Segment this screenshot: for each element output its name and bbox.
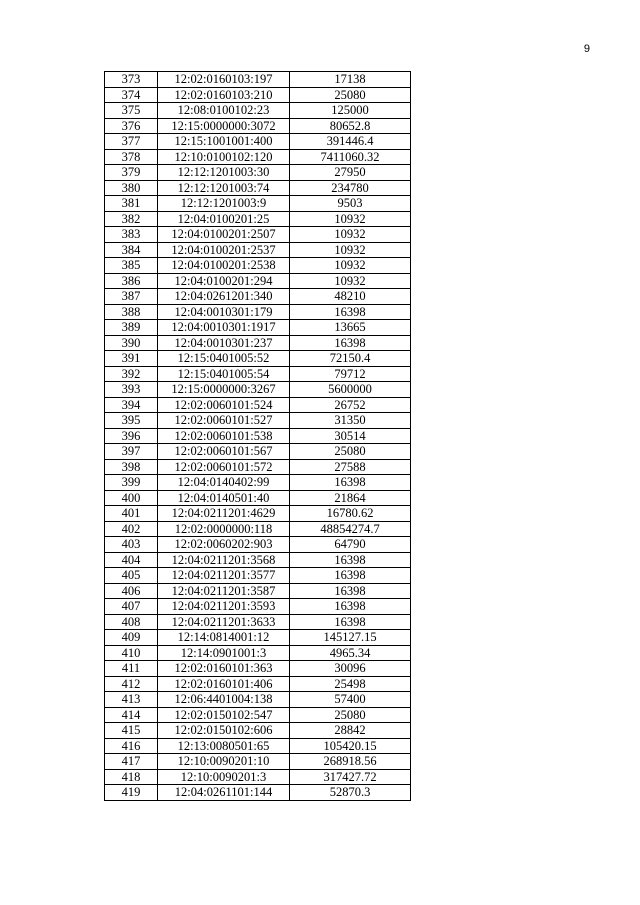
- cadastral-number-cell: 12:13:0080501:65: [158, 738, 290, 754]
- value-cell: 16398: [290, 614, 411, 630]
- cadastral-number-cell: 12:02:0060101:524: [158, 397, 290, 413]
- value-cell: 28842: [290, 723, 411, 739]
- table-row: [105, 335, 411, 351]
- cadastral-number-cell: 12:04:0211201:3568: [158, 552, 290, 568]
- table-row: [105, 134, 411, 150]
- table-row: [105, 723, 411, 739]
- row-number-cell: 408: [105, 614, 158, 630]
- cadastral-number-cell: 12:15:0000000:3072: [158, 118, 290, 134]
- value-cell: 16398: [290, 552, 411, 568]
- cadastral-value-table: [104, 71, 411, 801]
- cadastral-number-cell: 12:12:1201003:30: [158, 165, 290, 181]
- row-number-cell: 412: [105, 676, 158, 692]
- value-cell: 10932: [290, 227, 411, 243]
- table-row: [105, 676, 411, 692]
- value-cell: 25080: [290, 87, 411, 103]
- value-cell: 10932: [290, 258, 411, 274]
- cadastral-number-cell: 12:04:0010301:179: [158, 304, 290, 320]
- table-body: [105, 72, 411, 801]
- cadastral-number-cell: 12:04:0100201:2507: [158, 227, 290, 243]
- value-cell: 27950: [290, 165, 411, 181]
- cadastral-number-cell: 12:04:0211201:3633: [158, 614, 290, 630]
- value-cell: 17138: [290, 72, 411, 88]
- row-number-cell: 398: [105, 459, 158, 475]
- table-row: [105, 738, 411, 754]
- table-row: [105, 320, 411, 336]
- row-number-cell: 418: [105, 769, 158, 785]
- row-number-cell: 377: [105, 134, 158, 150]
- row-number-cell: 378: [105, 149, 158, 165]
- row-number-cell: 396: [105, 428, 158, 444]
- table-row: [105, 242, 411, 258]
- row-number-cell: 397: [105, 444, 158, 460]
- cadastral-number-cell: 12:02:0160101:406: [158, 676, 290, 692]
- row-number-cell: 404: [105, 552, 158, 568]
- cadastral-number-cell: 12:06:4401004:138: [158, 692, 290, 708]
- value-cell: 16398: [290, 475, 411, 491]
- cadastral-number-cell: 12:02:0150102:606: [158, 723, 290, 739]
- value-cell: 25080: [290, 707, 411, 723]
- table-row: [105, 661, 411, 677]
- value-cell: 25080: [290, 444, 411, 460]
- value-cell: 268918.56: [290, 754, 411, 770]
- row-number-cell: 405: [105, 568, 158, 584]
- table-row: [105, 490, 411, 506]
- table-row: [105, 459, 411, 475]
- value-cell: 125000: [290, 103, 411, 119]
- cadastral-number-cell: 12:15:0000000:3267: [158, 382, 290, 398]
- row-number-cell: 386: [105, 273, 158, 289]
- cadastral-number-cell: 12:02:0160101:363: [158, 661, 290, 677]
- table-row: [105, 521, 411, 537]
- table-row: [105, 769, 411, 785]
- cadastral-number-cell: 12:14:0901001:3: [158, 645, 290, 661]
- value-cell: 48210: [290, 289, 411, 305]
- value-cell: 31350: [290, 413, 411, 429]
- value-cell: 9503: [290, 196, 411, 212]
- table-row: [105, 304, 411, 320]
- table-row: [105, 180, 411, 196]
- cadastral-number-cell: 12:12:1201003:9: [158, 196, 290, 212]
- cadastral-number-cell: 12:04:0100201:2538: [158, 258, 290, 274]
- row-number-cell: 410: [105, 645, 158, 661]
- row-number-cell: 390: [105, 335, 158, 351]
- table-row: [105, 754, 411, 770]
- table-row: [105, 537, 411, 553]
- value-cell: 21864: [290, 490, 411, 506]
- row-number-cell: 401: [105, 506, 158, 522]
- value-cell: 10932: [290, 273, 411, 289]
- cadastral-number-cell: 12:04:0211201:3593: [158, 599, 290, 615]
- value-cell: 5600000: [290, 382, 411, 398]
- value-cell: 80652.8: [290, 118, 411, 134]
- table-row: [105, 475, 411, 491]
- value-cell: 10932: [290, 242, 411, 258]
- value-cell: 16398: [290, 568, 411, 584]
- row-number-cell: 411: [105, 661, 158, 677]
- value-cell: 391446.4: [290, 134, 411, 150]
- cadastral-number-cell: 12:02:0060101:572: [158, 459, 290, 475]
- cadastral-number-cell: 12:04:0100201:294: [158, 273, 290, 289]
- cadastral-number-cell: 12:02:0000000:118: [158, 521, 290, 537]
- cadastral-number-cell: 12:04:0261201:340: [158, 289, 290, 305]
- table-row: [105, 785, 411, 801]
- row-number-cell: 413: [105, 692, 158, 708]
- row-number-cell: 402: [105, 521, 158, 537]
- table-row: [105, 118, 411, 134]
- table-row: [105, 645, 411, 661]
- cadastral-number-cell: 12:10:0100102:120: [158, 149, 290, 165]
- row-number-cell: 387: [105, 289, 158, 305]
- value-cell: 13665: [290, 320, 411, 336]
- row-number-cell: 406: [105, 583, 158, 599]
- cadastral-number-cell: 12:04:0100201:2537: [158, 242, 290, 258]
- row-number-cell: 392: [105, 366, 158, 382]
- value-cell: 317427.72: [290, 769, 411, 785]
- row-number-cell: 419: [105, 785, 158, 801]
- table-row: [105, 552, 411, 568]
- table-row: [105, 72, 411, 88]
- row-number-cell: 375: [105, 103, 158, 119]
- table-row: [105, 351, 411, 367]
- row-number-cell: 417: [105, 754, 158, 770]
- table-row: [105, 583, 411, 599]
- cadastral-number-cell: 12:14:0814001:12: [158, 630, 290, 646]
- cadastral-number-cell: 12:15:1001001:400: [158, 134, 290, 150]
- cadastral-number-cell: 12:04:0010301:1917: [158, 320, 290, 336]
- value-cell: 48854274.7: [290, 521, 411, 537]
- cadastral-number-cell: 12:02:0060101:567: [158, 444, 290, 460]
- row-number-cell: 380: [105, 180, 158, 196]
- cadastral-number-cell: 12:04:0211201:4629: [158, 506, 290, 522]
- table-row: [105, 428, 411, 444]
- cadastral-number-cell: 12:04:0140402:99: [158, 475, 290, 491]
- table-row: [105, 382, 411, 398]
- row-number-cell: 389: [105, 320, 158, 336]
- table-row: [105, 196, 411, 212]
- row-number-cell: 379: [105, 165, 158, 181]
- value-cell: 105420.15: [290, 738, 411, 754]
- cadastral-number-cell: 12:15:0401005:54: [158, 366, 290, 382]
- table-row: [105, 103, 411, 119]
- cadastral-number-cell: 12:10:0090201:10: [158, 754, 290, 770]
- cadastral-number-cell: 12:02:0060101:527: [158, 413, 290, 429]
- table-row: [105, 258, 411, 274]
- table-row: [105, 692, 411, 708]
- value-cell: 234780: [290, 180, 411, 196]
- row-number-cell: 399: [105, 475, 158, 491]
- table-row: [105, 397, 411, 413]
- cadastral-number-cell: 12:02:0160103:197: [158, 72, 290, 88]
- table-row: [105, 444, 411, 460]
- value-cell: 72150.4: [290, 351, 411, 367]
- cadastral-number-cell: 12:04:0211201:3587: [158, 583, 290, 599]
- cadastral-number-cell: 12:02:0150102:547: [158, 707, 290, 723]
- value-cell: 26752: [290, 397, 411, 413]
- value-cell: 10932: [290, 211, 411, 227]
- value-cell: 57400: [290, 692, 411, 708]
- row-number-cell: 383: [105, 227, 158, 243]
- table-row: [105, 273, 411, 289]
- row-number-cell: 393: [105, 382, 158, 398]
- value-cell: 64790: [290, 537, 411, 553]
- cadastral-number-cell: 12:02:0060202:903: [158, 537, 290, 553]
- value-cell: 16398: [290, 304, 411, 320]
- table-row: [105, 289, 411, 305]
- row-number-cell: 388: [105, 304, 158, 320]
- value-cell: 30514: [290, 428, 411, 444]
- table-row: [105, 568, 411, 584]
- cadastral-number-cell: 12:08:0100102:23: [158, 103, 290, 119]
- value-cell: 16398: [290, 335, 411, 351]
- value-cell: 4965.34: [290, 645, 411, 661]
- cadastral-number-cell: 12:15:0401005:52: [158, 351, 290, 367]
- row-number-cell: 416: [105, 738, 158, 754]
- value-cell: 145127.15: [290, 630, 411, 646]
- value-cell: 79712: [290, 366, 411, 382]
- value-cell: 7411060.32: [290, 149, 411, 165]
- cadastral-number-cell: 12:04:0140501:40: [158, 490, 290, 506]
- table-row: [105, 599, 411, 615]
- table-row: [105, 413, 411, 429]
- table-row: [105, 211, 411, 227]
- table-row: [105, 227, 411, 243]
- row-number-cell: 385: [105, 258, 158, 274]
- row-number-cell: 384: [105, 242, 158, 258]
- cadastral-number-cell: 12:02:0060101:538: [158, 428, 290, 444]
- value-cell: 27588: [290, 459, 411, 475]
- row-number-cell: 374: [105, 87, 158, 103]
- cadastral-number-cell: 12:10:0090201:3: [158, 769, 290, 785]
- cadastral-number-cell: 12:04:0100201:25: [158, 211, 290, 227]
- cadastral-number-cell: 12:02:0160103:210: [158, 87, 290, 103]
- page-number: 9: [583, 43, 590, 55]
- row-number-cell: 403: [105, 537, 158, 553]
- value-cell: 16780.62: [290, 506, 411, 522]
- row-number-cell: 400: [105, 490, 158, 506]
- row-number-cell: 391: [105, 351, 158, 367]
- row-number-cell: 395: [105, 413, 158, 429]
- value-cell: 25498: [290, 676, 411, 692]
- value-cell: 16398: [290, 599, 411, 615]
- row-number-cell: 376: [105, 118, 158, 134]
- table-row: [105, 614, 411, 630]
- table-row: [105, 87, 411, 103]
- row-number-cell: 394: [105, 397, 158, 413]
- cadastral-number-cell: 12:04:0211201:3577: [158, 568, 290, 584]
- row-number-cell: 407: [105, 599, 158, 615]
- cadastral-number-cell: 12:04:0010301:237: [158, 335, 290, 351]
- row-number-cell: 415: [105, 723, 158, 739]
- row-number-cell: 414: [105, 707, 158, 723]
- row-number-cell: 381: [105, 196, 158, 212]
- value-cell: 30096: [290, 661, 411, 677]
- value-cell: 52870.3: [290, 785, 411, 801]
- cadastral-number-cell: 12:12:1201003:74: [158, 180, 290, 196]
- value-cell: 16398: [290, 583, 411, 599]
- table-row: [105, 165, 411, 181]
- table-row: [105, 707, 411, 723]
- table-row: [105, 506, 411, 522]
- row-number-cell: 409: [105, 630, 158, 646]
- table-row: [105, 149, 411, 165]
- row-number-cell: 373: [105, 72, 158, 88]
- row-number-cell: 382: [105, 211, 158, 227]
- table-row: [105, 630, 411, 646]
- cadastral-number-cell: 12:04:0261101:144: [158, 785, 290, 801]
- table-row: [105, 366, 411, 382]
